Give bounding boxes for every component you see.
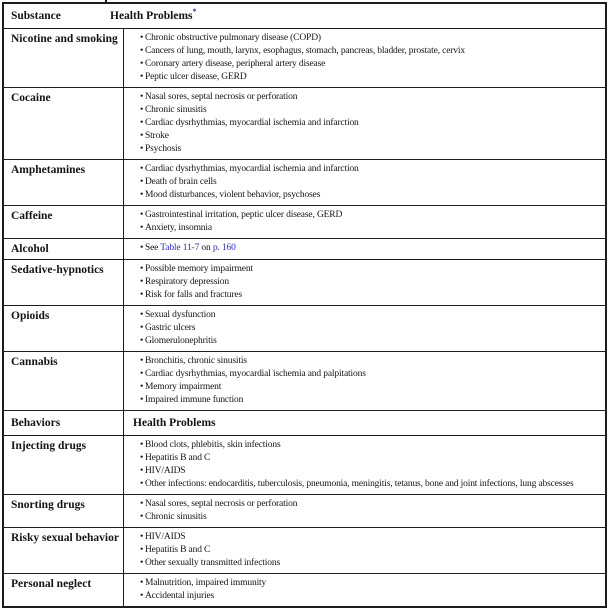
health-problem-item: • Bronchitis, chronic sinusitis	[140, 355, 603, 368]
table-row	[4, 205, 605, 238]
health-problem-item: • Mood disturbances, violent behavior, psychoses	[140, 189, 603, 202]
health-problem-item: • Gastrointestinal irritation, peptic ulcer disease, GERD	[140, 209, 603, 222]
substance-cell: Cannabis	[4, 352, 124, 410]
health-problem-item: • Cancers of lung, mouth, larynx, esophagus, stomach, pancreas, bladder, prostate, cervix	[140, 45, 603, 58]
health-problem-item: • Cardiac dysrhythmias, myocardial ischemia and infarction	[140, 117, 603, 130]
table-row	[4, 351, 605, 410]
health-problem-item: • Peptic ulcer disease, GERD	[140, 71, 603, 84]
substance-table	[2, 2, 607, 608]
health-problems-cell	[124, 306, 605, 351]
substance-cell: Caffeine	[4, 206, 124, 238]
header-row	[4, 4, 605, 28]
text-segment: See	[144, 243, 161, 253]
health-problem-item: • Coronary artery disease, peripheral artery disease	[140, 58, 603, 71]
health-problem-item: • Gastric ulcers	[140, 322, 603, 335]
health-problems-cell	[124, 495, 605, 527]
substance-cell: Risky sexual behavior	[4, 528, 124, 573]
health-problem-item: • Anxiety, insomnia	[140, 222, 603, 235]
substance-cell: Personal neglect	[4, 574, 124, 606]
health-problem-item: • Blood clots, phlebitis, skin infections	[140, 439, 603, 452]
health-problems-cell	[124, 436, 605, 494]
table-row	[4, 494, 605, 527]
health-problems-list	[140, 531, 603, 570]
health-problems-list	[140, 163, 603, 202]
health-problems-cell	[124, 239, 605, 259]
health-problem-item: • Other infections: endocarditis, tuberculosis, pneumonia, meningitis, tetanus, bone and joint infections, lung abscesses	[140, 478, 603, 491]
health-problems-cell	[124, 88, 605, 159]
substance-cell: Snorting drugs	[4, 495, 124, 527]
table-row	[4, 527, 605, 573]
table-row	[4, 573, 605, 606]
substance-cell: Amphetamines	[4, 160, 124, 205]
table-row	[4, 87, 605, 159]
health-problem-item: • Possible memory impairment	[140, 263, 603, 276]
substance-cell: Opioids	[4, 306, 124, 351]
health-problem-item: • Sexual dysfunction	[140, 309, 603, 322]
health-problem-item: • Risk for falls and fractures	[140, 289, 603, 302]
health-problems-list	[140, 355, 603, 407]
health-problem-item: • Chronic sinusitis	[140, 511, 603, 524]
column-header-right	[124, 411, 605, 435]
health-problems-list	[140, 209, 603, 235]
health-problem-item: • Death of brain cells	[140, 176, 603, 189]
health-problem-item: • Nasal sores, septal necrosis or perforation	[140, 91, 603, 104]
substance-cell: Nicotine and smoking	[4, 29, 124, 87]
column-header-left: Substance	[11, 10, 61, 22]
health-problem-item: • Nasal sores, septal necrosis or perforation	[140, 498, 603, 511]
table-row	[4, 28, 605, 87]
health-problem-item: • Psychosis	[140, 143, 603, 156]
health-problems-cell	[124, 528, 605, 573]
health-problem-item: • Cardiac dysrhythmias, myocardial ischemia and infarction	[140, 163, 603, 176]
substance-cell: Sedative-hypnotics	[4, 260, 124, 305]
header-row	[4, 410, 605, 435]
table-row	[4, 238, 605, 259]
health-problems-cell	[124, 574, 605, 606]
health-problems-list	[140, 577, 603, 603]
health-problem-item: • Hepatitis B and C	[140, 544, 603, 557]
health-problems-list	[140, 32, 603, 84]
footnote-asterisk: *	[192, 7, 197, 17]
text-segment: on	[199, 243, 213, 253]
table-row	[4, 435, 605, 494]
health-problem-item: • Chronic sinusitis	[140, 104, 603, 117]
table-row	[4, 305, 605, 351]
cross-reference-link[interactable]: Table 11-7	[160, 243, 200, 253]
health-problems-list	[140, 242, 603, 255]
health-problems-list	[140, 439, 603, 491]
health-problem-item	[140, 242, 603, 255]
health-problem-item: • Memory impairment	[140, 381, 603, 394]
health-problems-cell	[124, 260, 605, 305]
health-problems-cell	[124, 206, 605, 238]
health-problem-item: • Cardiac dysrhythmias, myocardial ischemia and palpitations	[140, 368, 603, 381]
cross-reference-link[interactable]: p. 160	[212, 243, 236, 253]
health-problem-item: • Impaired immune function	[140, 394, 603, 407]
column-header-left: Behaviors	[4, 411, 124, 435]
health-problems-cell	[124, 352, 605, 410]
health-problem-item: • Stroke	[140, 130, 603, 143]
health-problems-cell	[124, 160, 605, 205]
health-problems-list	[140, 263, 603, 302]
health-problem-item: • Chronic obstructive pulmonary disease (COPD)	[140, 32, 603, 45]
health-problem-item: • Other sexually transmitted infections	[140, 557, 603, 570]
health-problem-item: • Glomerulonephritis	[140, 335, 603, 348]
health-problem-item: • Accidental injuries	[140, 590, 603, 603]
health-problem-item: • HIV/AIDS	[140, 465, 603, 478]
column-header-right	[105, 4, 605, 28]
health-problem-item: • Respiratory depression	[140, 276, 603, 289]
substance-cell: Cocaine	[4, 88, 124, 159]
health-problems-list	[140, 309, 603, 348]
health-problems-list	[140, 91, 603, 156]
health-problems-cell	[124, 29, 605, 87]
health-problem-item: • Hepatitis B and C	[140, 452, 603, 465]
table-row	[4, 259, 605, 305]
health-problems-list	[140, 498, 603, 524]
table-row	[4, 159, 605, 205]
substance-cell: Alcohol	[4, 239, 124, 259]
column-header-label: Health Problems	[110, 10, 193, 22]
health-problem-item: • HIV/AIDS	[140, 531, 603, 544]
substance-cell: Injecting drugs	[4, 436, 124, 494]
column-header-label: Health Problems	[133, 417, 216, 429]
health-problem-item: • Malnutrition, impaired immunity	[140, 577, 603, 590]
